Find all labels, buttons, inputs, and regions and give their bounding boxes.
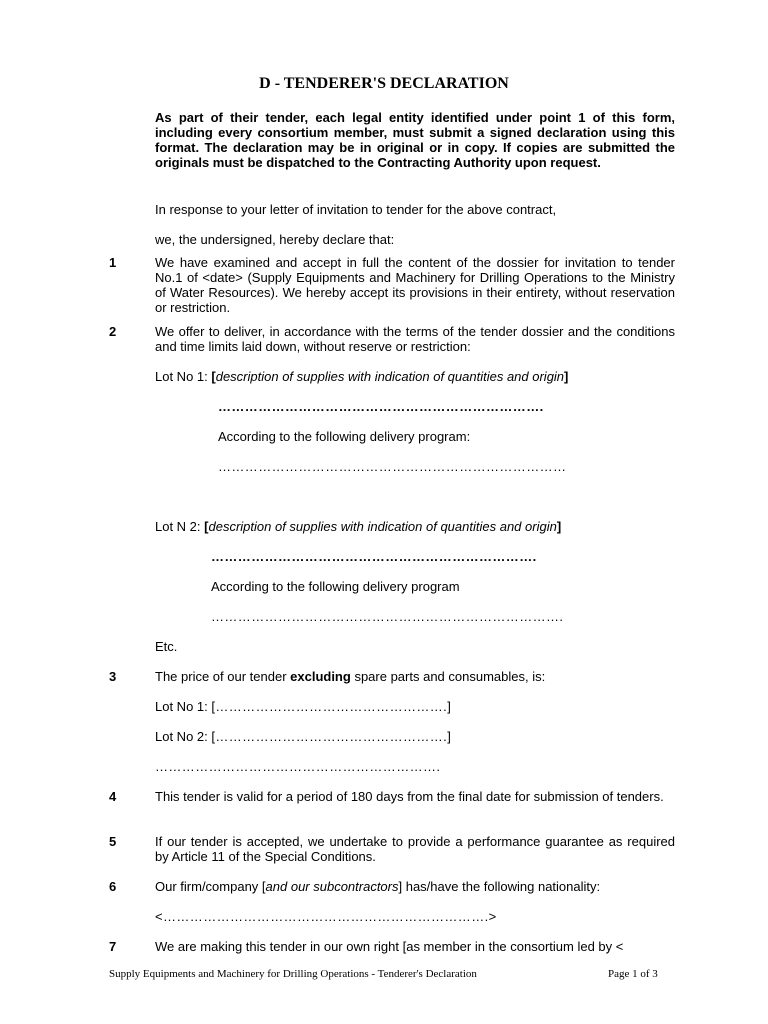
page-number: Page 1 of 3 — [608, 968, 658, 980]
etc-line: Etc. — [155, 639, 178, 654]
lot-1-program-dots: …………………………………………………………………… — [218, 459, 567, 474]
lot-2-program: According to the following delivery program — [211, 579, 460, 594]
price-lot-1: Lot No 1: […………………………………………….] — [155, 699, 452, 714]
lot-2-program-dots: ……………………………………………………………………. — [211, 609, 564, 624]
item-4-number: 4 — [109, 789, 117, 804]
lot-1-description: description of supplies with indication of quantities and origin — [215, 369, 565, 384]
item-5-text: If our tender is accepted, we undertake to provide a performance guarantee as required by Article 11 of the Special Conditions. — [155, 834, 675, 864]
lot-2-description: description of supplies with indication of quantities and origin — [208, 519, 557, 534]
intro-instructions: As part of their tender, each legal entity identified under point 1 of this form, including every consortium member, must submit a signed declaration using this format. The declaration may be in original or in copy. If copies are submitted the originals must be dispatched to the Contracting Authority upon request. — [155, 110, 675, 170]
response-line: In response to your letter of invitation to tender for the above contract, — [155, 202, 557, 217]
item-1-number: 1 — [109, 255, 117, 270]
price-dots: ………………………………………………………. — [155, 759, 441, 774]
lot-1-label: Lot No 1: — [155, 369, 212, 384]
lot-2-dots: ………………………………………………………………. — [211, 549, 537, 564]
item-5-number: 5 — [109, 834, 117, 849]
page-title: D - TENDERER'S DECLARATION — [259, 75, 509, 92]
lot-2-line: Lot N 2: [description of supplies with indication of quantities and origin] — [155, 519, 562, 534]
lot-1-program: According to the following delivery program: — [218, 429, 471, 444]
undersigned-line: we, the undersigned, hereby declare that: — [155, 232, 395, 247]
footer-title: Supply Equipments and Machinery for Drilling Operations - Tenderer's Declaration — [109, 968, 477, 980]
item-6-text: Our firm/company [and our subcontractors] has/have the following nationality: — [155, 879, 601, 894]
item-2-number: 2 — [109, 324, 117, 339]
item-6-number: 6 — [109, 879, 117, 894]
nationality-dots: <……………………………………………………………….> — [155, 909, 497, 924]
item-7-number: 7 — [109, 939, 117, 954]
lot-2-label: Lot N 2: — [155, 519, 205, 534]
lot-1-line: Lot No 1: [description of supplies with indication of quantities and origin] — [155, 369, 569, 384]
item-2-text: We offer to deliver, in accordance with the terms of the tender dossier and the conditions and time limits laid down, without reserve or restriction: — [155, 324, 675, 354]
lot-1-dots: ………………………………………………………………. — [218, 399, 544, 414]
item-7-text: We are making this tender in our own right [as member in the consortium led by < — [155, 939, 624, 954]
item-3-number: 3 — [109, 669, 117, 684]
price-lot-2: Lot No 2: […………………………………………….] — [155, 729, 452, 744]
item-1-text: We have examined and accept in full the content of the dossier for invitation to tender No.1 of <date> (Supply Equipments and Machinery for Drilling Operations to the Ministry of Water Resources). We hereby accept its provisions in their entirety, without reservation or restriction. — [155, 255, 675, 315]
item-3-text: The price of our tender excluding spare parts and consumables, is: — [155, 669, 546, 684]
item-4-text: This tender is valid for a period of 180 days from the final date for submission of tenders. — [155, 789, 664, 804]
